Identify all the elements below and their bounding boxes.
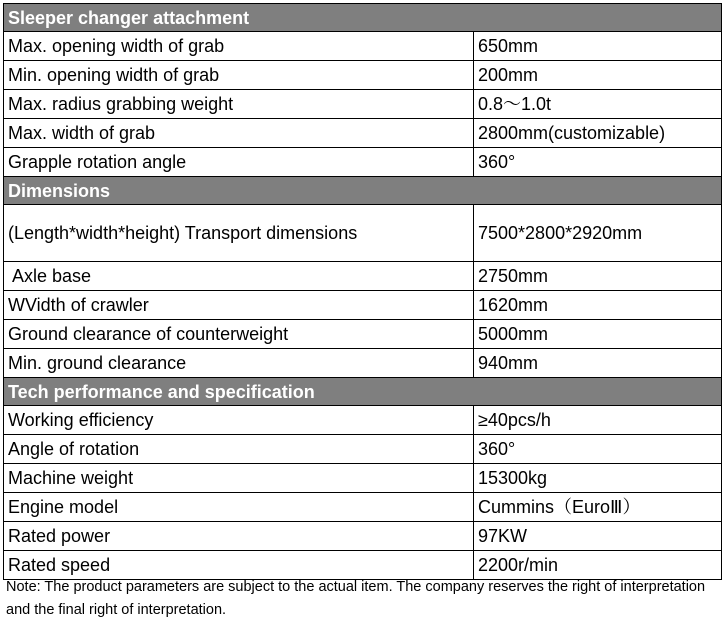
table-row bbox=[4, 119, 722, 148]
row-label: Max. width of grab bbox=[4, 119, 474, 148]
table-row bbox=[4, 406, 722, 435]
table-row bbox=[4, 90, 722, 119]
row-label: WVidth of crawler bbox=[4, 291, 474, 320]
row-label: Axle base bbox=[4, 262, 474, 291]
table-row bbox=[4, 522, 722, 551]
spec-table bbox=[3, 3, 722, 580]
row-value: 7500*2800*2920mm bbox=[474, 205, 722, 262]
section-header bbox=[4, 177, 722, 205]
table-row bbox=[4, 205, 722, 262]
table-row bbox=[4, 262, 722, 291]
row-label: Min. ground clearance bbox=[4, 349, 474, 378]
row-label: Machine weight bbox=[4, 464, 474, 493]
row-label: Min. opening width of grab bbox=[4, 61, 474, 90]
row-value: 2750mm bbox=[474, 262, 722, 291]
row-value: 5000mm bbox=[474, 320, 722, 349]
row-label: Engine model bbox=[4, 493, 474, 522]
row-label: Rated power bbox=[4, 522, 474, 551]
row-label: Rated speed bbox=[4, 551, 474, 580]
table-row bbox=[4, 464, 722, 493]
row-label: Working efficiency bbox=[4, 406, 474, 435]
row-label: (Length*width*height) Transport dimensions bbox=[4, 205, 474, 262]
row-value: 2200r/min bbox=[474, 551, 722, 580]
row-value: 0.8～1.0t bbox=[474, 90, 722, 119]
row-value: 15300kg bbox=[474, 464, 722, 493]
section-header bbox=[4, 378, 722, 406]
section-title: Sleeper changer attachment bbox=[4, 4, 722, 32]
row-value: 650mm bbox=[474, 32, 722, 61]
row-label: Ground clearance of counterweight bbox=[4, 320, 474, 349]
row-value: 1620mm bbox=[474, 291, 722, 320]
row-value: 97KW bbox=[474, 522, 722, 551]
table-row bbox=[4, 435, 722, 464]
row-label: Angle of rotation bbox=[4, 435, 474, 464]
row-value: 2800mm(customizable) bbox=[474, 119, 722, 148]
table-row bbox=[4, 32, 722, 61]
table-row bbox=[4, 349, 722, 378]
section-title: Tech performance and specification bbox=[4, 378, 722, 406]
row-value: 200mm bbox=[474, 61, 722, 90]
row-value: Cummins（EuroⅢ） bbox=[474, 493, 722, 522]
row-value: ≥40pcs/h bbox=[474, 406, 722, 435]
row-label: Max. radius grabbing weight bbox=[4, 90, 474, 119]
table-row bbox=[4, 61, 722, 90]
row-value: 360° bbox=[474, 148, 722, 177]
disclaimer-note: Note: The product parameters are subject to the actual item. The company reserves the right of interpretation and the final right of interpretation. bbox=[6, 579, 706, 618]
table-row bbox=[4, 320, 722, 349]
table-row bbox=[4, 148, 722, 177]
row-value: 360° bbox=[474, 435, 722, 464]
row-label: Grapple rotation angle bbox=[4, 148, 474, 177]
section-header bbox=[4, 4, 722, 32]
table-row bbox=[4, 291, 722, 320]
section-title: Dimensions bbox=[4, 177, 722, 205]
row-value: 940mm bbox=[474, 349, 722, 378]
row-label: Max. opening width of grab bbox=[4, 32, 474, 61]
table-row bbox=[4, 493, 722, 522]
